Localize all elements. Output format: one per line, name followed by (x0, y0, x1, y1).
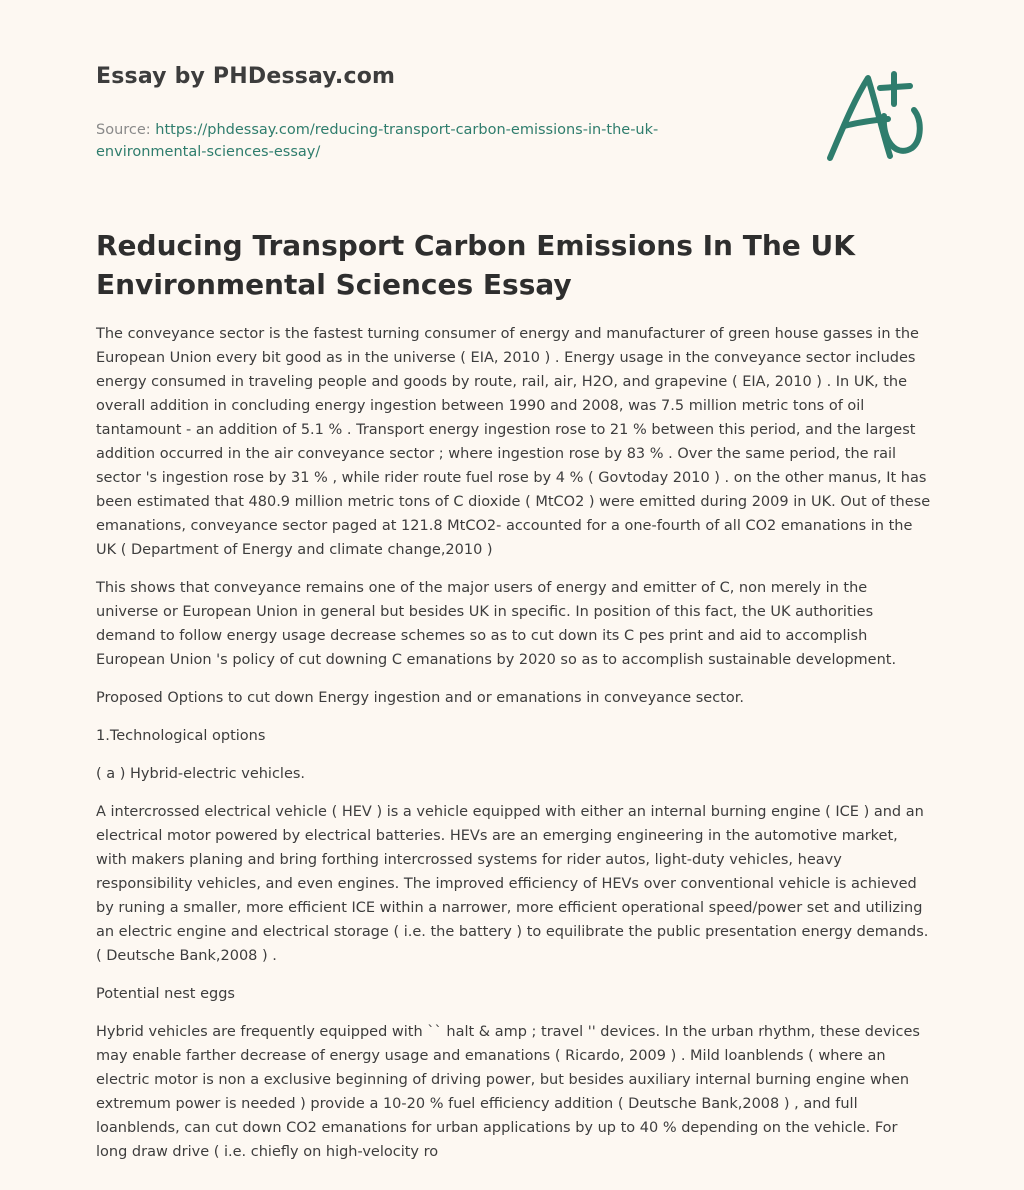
paragraph: 1.Technological options (96, 728, 266, 744)
article-title (96, 226, 926, 304)
a-plus-grade-logo-icon (820, 68, 930, 168)
paragraph: ( a ) Hybrid-electric vehicles. (96, 766, 306, 782)
paragraph: Potential nest eggs (96, 986, 235, 1002)
source-label: Source: (96, 122, 156, 138)
source-link-line-2: environmental-sciences-essay/ (96, 144, 321, 160)
article-title-line-1: Reducing Transport Carbon Emissions In The UK (96, 229, 855, 262)
paragraph: Hybrid vehicles are frequently equipped with `` halt & amp ; travel '' devices. In the urban rhythm, these devices may enable farther decrease of energy usage and emanations ( Ricardo, 2009 ) . Mild loanblends ( where an electric motor is non a exclusive beginning of driving power, but besides auxiliary internal burning engine when extremum power is needed ) provide a 10-20 % fuel efficiency addition ( Deutsche Bank,2008 ) , and full loanblends, can cut down CO2 emanations for urban applications by up to 40 % depending on the vehicle. For long draw drive ( i.e. chiefly on high-velocity ro (96, 1024, 920, 1160)
paragraph: This shows that conveyance remains one of the major users of energy and emitter of C, non merely in the universe or European Union in general but besides UK in specific. In position of this fact, the UK authorities demand to follow energy usage decrease schemes so as to cut down its C pes print and aid to accomplish European Union 's policy of cut downing C emanations by 2020 so as to accomplish sustainable development. (96, 580, 897, 668)
paragraph: A intercrossed electrical vehicle ( HEV ) is a vehicle equipped with either an internal burning engine ( ICE ) and an electrical motor powered by electrical batteries. HEVs are an emerging engineering in the automotive market, with makers planing and bring forthing intercrossed systems for rider autos, light-duty vehicles, heavy responsibility vehicles, and even engines. The improved efficiency of HEVs over conventional vehicle is achieved by runing a smaller, more efficient ICE within a narrower, more efficient operational speed/power set and utilizing an electric engine and electrical storage ( i.e. the battery ) to equilibrate the public presentation energy demands. ( Deutsche Bank,2008 ) . (96, 804, 929, 964)
source-link[interactable] (96, 122, 658, 160)
paragraph: Proposed Options to cut down Energy ingestion and or emanations in conveyance sector. (96, 690, 744, 706)
article-title-line-2: Environmental Sciences Essay (96, 268, 572, 301)
paragraph: The conveyance sector is the fastest turning consumer of energy and manufacturer of green house gasses in the European Union every bit good as in the universe ( EIA, 2010 ) . Energy usage in the conveyance sector includes energy consumed in traveling people and goods by route, rail, air, H2O, and grapevine ( EIA, 2010 ) . In UK, the overall addition in concluding energy ingestion between 1990 and 2008, was 7.5 million metric tons of oil tantamount - an addition of 5.1 % . Transport energy ingestion rose to 21 % between this period, and the largest addition occurred in the air conveyance sector ; where ingestion rose by 83 % . Over the same period, the rail sector 's ingestion rose by 31 % , while rider route fuel rose by 4 % ( Govtoday 2010 ) . on the other manus, It has been estimated that 480.9 million metric tons of C dioxide ( MtCO2 ) were emitted during 2009 in UK. Out of these emanations, conveyance sector paged at 121.8 MtCO2- accounted for a one-fourth of all CO2 emanations in the UK ( Department of Energy and climate change,2010 ) (96, 326, 931, 558)
article-body (96, 322, 932, 1178)
source-line (96, 119, 736, 163)
site-header (96, 64, 736, 163)
site-brand: Essay by PHDessay.com (96, 64, 396, 89)
source-link-line-1: https://phdessay.com/reducing-transport-carbon-emissions-in-the-uk- (155, 122, 659, 138)
